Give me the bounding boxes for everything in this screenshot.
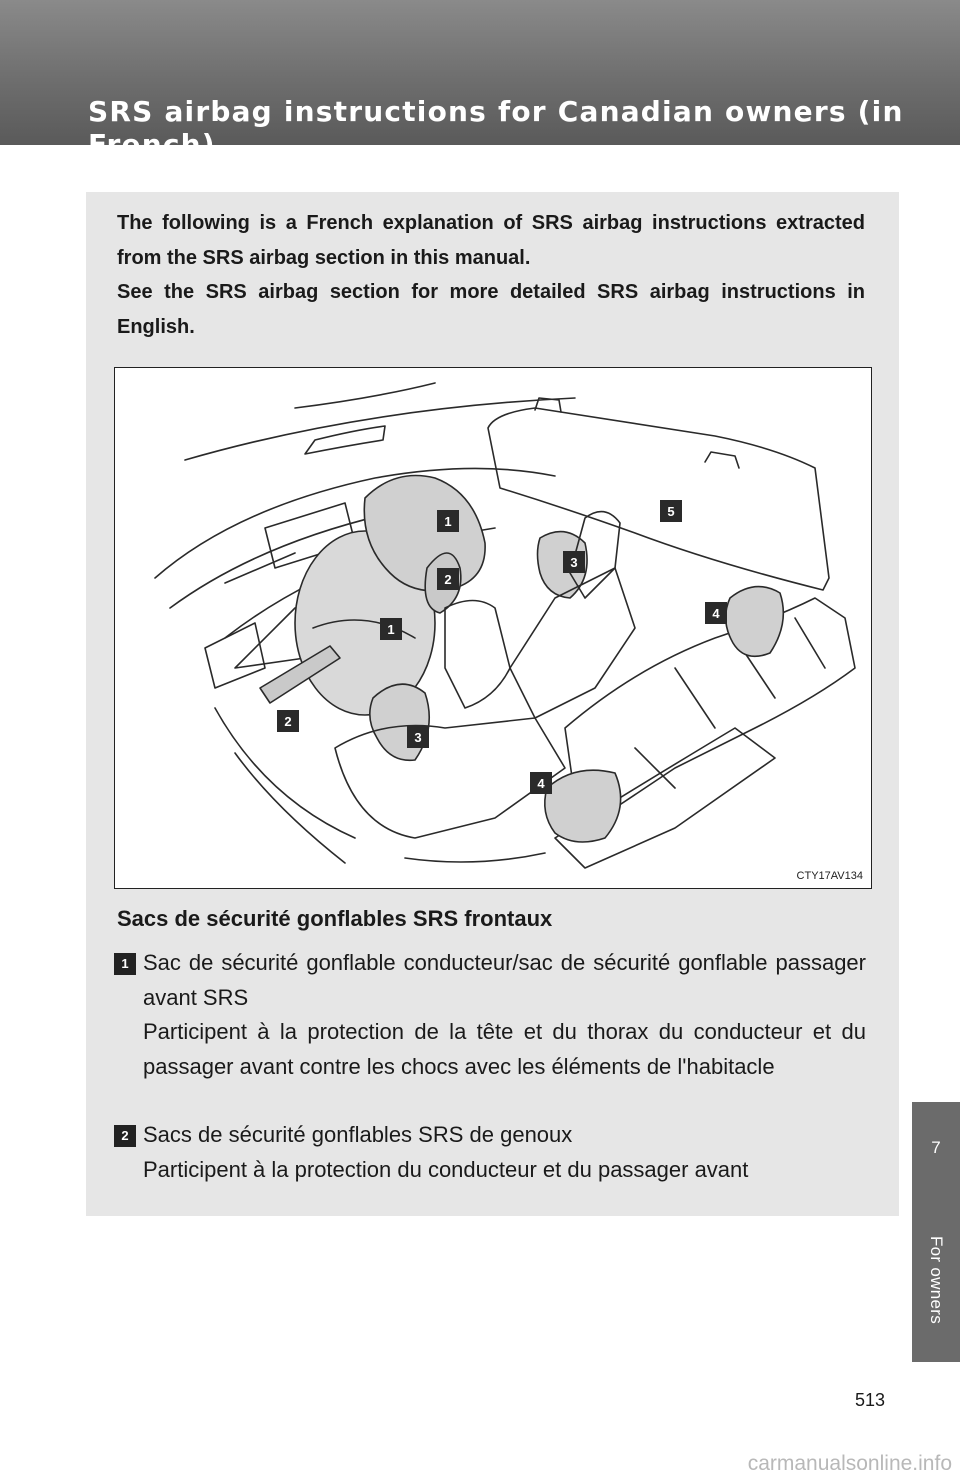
- callout-1b: 1: [387, 622, 395, 637]
- content-panel: [86, 192, 899, 1216]
- intro-paragraph-2: See the SRS airbag section for more detailed SRS airbag instructions in English.: [117, 281, 865, 338]
- item-description: Participent à la protection de la tête et du thorax du conducteur et du passager avant contre les chocs avec les éléments de l'habitacle: [143, 1019, 866, 1079]
- callout-3b: 3: [414, 730, 422, 745]
- list-item: [114, 1118, 866, 1187]
- chapter-number: 7: [931, 1138, 941, 1157]
- item-title: Sac de sécurité gonflable conducteur/sac de sécurité gonflable passager avant SRS: [143, 950, 866, 1010]
- car-interior-drawing: [115, 368, 871, 888]
- intro-text: [117, 206, 865, 344]
- intro-paragraph-1: The following is a French explanation of SRS airbag instructions extracted from the SRS airbag section in this manual.: [117, 212, 865, 269]
- figure-code: CTY17AV134: [796, 870, 863, 882]
- page-number: 513: [855, 1390, 886, 1410]
- airbag-illustration: [114, 367, 872, 889]
- item-number-badge: 1: [114, 953, 136, 975]
- chapter-tab[interactable]: [912, 1102, 960, 1362]
- chapter-label: For owners: [927, 1235, 946, 1325]
- callout-1a: 1: [444, 514, 452, 529]
- callout-5: 5: [667, 504, 675, 519]
- callout-2b: 2: [284, 714, 292, 729]
- item-description: Participent à la protection du conducteur et du passager avant: [143, 1156, 749, 1182]
- callout-4a: 4: [712, 606, 720, 621]
- page-header: [0, 0, 960, 161]
- list-item: [114, 946, 866, 1084]
- page-title: SRS airbag instructions for Canadian owners (in French): [88, 95, 904, 161]
- callout-4b: 4: [537, 776, 545, 791]
- section-heading: Sacs de sécurité gonflables SRS frontaux: [117, 906, 553, 931]
- callout-3a: 3: [570, 555, 578, 570]
- watermark: carmanualsonline.info: [747, 1452, 952, 1475]
- item-number-badge: 2: [114, 1125, 136, 1147]
- item-title: Sacs de sécurité gonflables SRS de genoux: [143, 1122, 573, 1147]
- callout-2a: 2: [444, 572, 452, 587]
